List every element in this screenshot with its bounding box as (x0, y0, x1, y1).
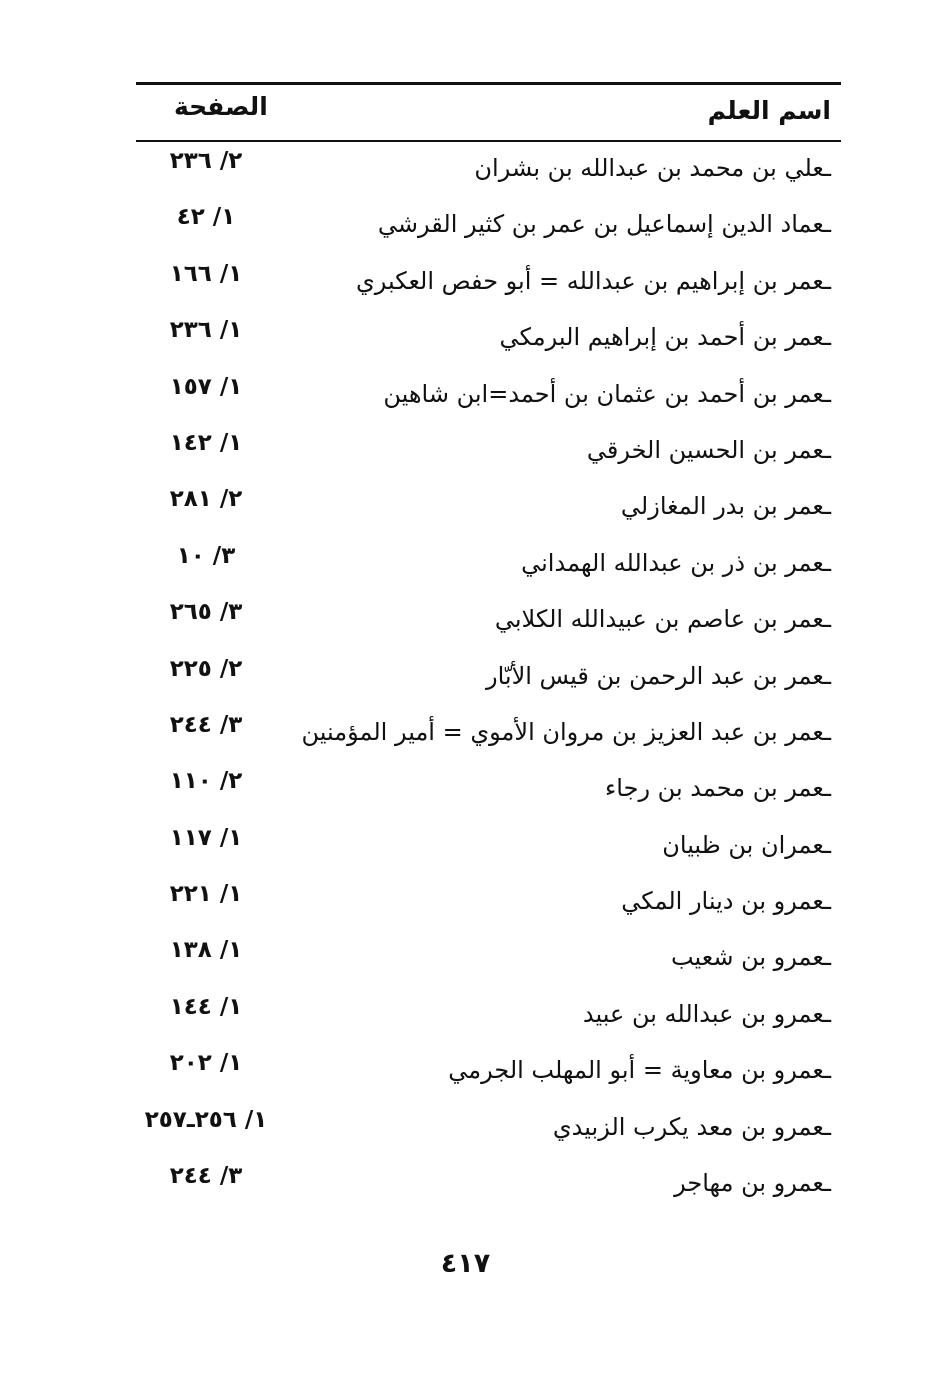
person-name: ـعمرو بن معاوية = أبو المهلب الجرمي (448, 1056, 831, 1085)
header-page-label: الصفحة (174, 92, 268, 121)
page-reference: ١/ ٢٢١ (169, 881, 243, 908)
table-row (136, 484, 841, 540)
person-name: ـعمر بن أحمد بن عثمان بن أحمد=ابن شاهين (383, 379, 831, 408)
page-reference: ٢/ ٢٨١ (169, 486, 243, 513)
table-row (136, 823, 841, 879)
person-name: ـعمر بن عبد العزيز بن مروان الأموي = أمير المؤمنين (301, 717, 831, 746)
person-name: ـعمرو بن دينار المكي (621, 887, 831, 916)
table-row (136, 315, 841, 371)
page-reference: ١/ ٢٣٦ (169, 317, 243, 344)
header-rule (136, 140, 841, 142)
header-name-label: اسم العلم (707, 96, 831, 125)
person-name: ـعمرو بن شعيب (670, 943, 831, 972)
table-row (136, 710, 841, 766)
person-name: ـعمر بن محمد بن رجاء (605, 774, 831, 803)
page-reference: ١/ ١٦٦ (169, 260, 243, 287)
person-name: ـعمر بن عاصم بن عبيدالله الكلابي (494, 605, 831, 634)
table-row (136, 992, 841, 1048)
person-name: ـعمرو بن مهاجر (674, 1169, 831, 1198)
page-reference: ١/ ١٣٨ (169, 937, 243, 964)
table-row (136, 1161, 841, 1217)
page-reference: ١/ ١٤٤ (169, 993, 243, 1020)
page-reference: ١/ ٢٠٢ (169, 1050, 243, 1077)
page-reference: ١/ ١٥٧ (169, 373, 243, 400)
index-table-body (136, 146, 841, 1217)
person-name: ـعمران بن ظبيان (662, 830, 831, 859)
page-reference: ٣/ ٢٤٤ (169, 711, 243, 738)
table-row (136, 654, 841, 710)
table-row (136, 1105, 841, 1161)
table-row (136, 541, 841, 597)
table-row (136, 935, 841, 991)
person-name: ـعمر بن الحسين الخرقي (586, 435, 831, 464)
table-row (136, 146, 841, 202)
page-reference: ١/ ٢٥٦ـ٢٥٧ (144, 1106, 268, 1133)
table-row (136, 372, 841, 428)
top-rule (136, 82, 841, 85)
page-reference: ٢/ ٢٢٥ (169, 655, 243, 682)
page-reference: ٣/ ٢٤٤ (169, 1163, 243, 1190)
table-row (136, 766, 841, 822)
person-name: ـعمر بن أحمد بن إبراهيم البرمكي (499, 323, 831, 352)
page-reference: ٢/ ١١٠ (169, 768, 243, 795)
page-reference: ٣/ ٢٦٥ (169, 599, 243, 626)
page-number: ٤١٧ (440, 1248, 491, 1279)
table-row (136, 202, 841, 258)
person-name: ـعلي بن محمد بن عبدالله بن بشران (474, 154, 831, 182)
person-name: ـعماد الدين إسماعيل بن عمر بن كثير القرشي (377, 210, 831, 239)
table-row (136, 1048, 841, 1104)
table-header (136, 92, 841, 136)
person-name: ـعمرو بن عبدالله بن عبيد (582, 999, 831, 1028)
page-reference: ١/ ١١٧ (169, 824, 243, 851)
table-row (136, 428, 841, 484)
person-name: ـعمرو بن معد يكرب الزبيدي (552, 1112, 831, 1141)
person-name: ـعمر بن ذر بن عبدالله الهمداني (521, 548, 831, 577)
person-name: ـعمر بن عبد الرحمن بن قيس الأبّار (485, 661, 831, 690)
page-reference: ١/ ٤٢ (176, 204, 236, 231)
page-reference: ٣/ ١٠ (176, 542, 236, 569)
table-row (136, 879, 841, 935)
page-reference: ٢/ ٢٣٦ (169, 148, 243, 174)
table-row (136, 597, 841, 653)
person-name: ـعمر بن بدر المغازلي (620, 492, 831, 521)
table-row (136, 259, 841, 315)
page-reference: ١/ ١٤٢ (169, 429, 243, 456)
person-name: ـعمر بن إبراهيم بن عبدالله = أبو حفص العكبري (355, 266, 831, 295)
